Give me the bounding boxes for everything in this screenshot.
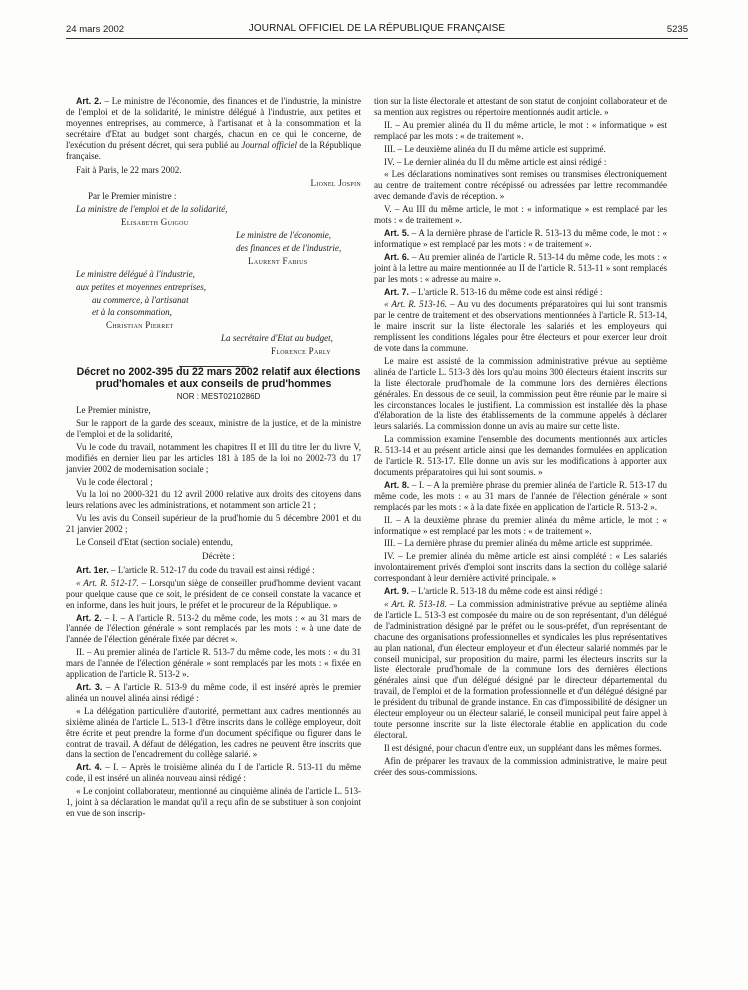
decret-title: Décret no 2002-395 du 22 mars 2002 relatif aux élections prud'homales et aux conseils de prud'hommes <box>76 366 361 390</box>
header-date: 24 mars 2002 <box>66 24 125 35</box>
article-2-paragraph: Art. 2. – Le ministre de l'économie, des finances et de l'industrie, la ministre de l'emploi et de la solidarité, le ministre délégué à l'industrie, aux petites et moyennes entreprises, au commerce, à l'artisanat et à la consommation et la secrétaire d'Etat au budget sont chargés, chacun en ce qui le concerne, de l'exécution du présent décret, qui sera publié au Journal officiel de la République française. <box>66 96 361 161</box>
paragraph: La commission examine l'ensemble des documents mentionnés aux articles R. 513-14 et au présent article ainsi que les demandes formulées en application de l'article R. 513-17. Elle donne un avis sur les modifications à apporter aux documents préparatoires qui lui sont soumis. » <box>374 434 667 477</box>
paragraph: Vu le code électoral ; <box>76 476 153 487</box>
signature-block-industrie: Le ministre délégué à l'industrie, aux petites et moyennes entreprises, au commerce, à l'artisanat et à la consommation, Christian Pierret <box>76 268 207 331</box>
nor-reference: NOR : MESТ0210286D <box>176 392 261 402</box>
paragraph: Vu le code du travail, notamment les chapitres II et III du titre Ier du livre V, modifiés en dernier lieu par les articles 181 à 185 de la loi no 2002-73 du 17 janvier 2002 de modernisation sociale ; <box>66 441 361 474</box>
article-3-paragraph: Art. 3. – A l'article R. 513-9 du même code, il est inséré après le premier alinéa un nouvel alinéa ainsi rédigé : <box>66 681 361 703</box>
par-premier-ministre: Par le Premier ministre : <box>88 191 177 202</box>
decrete-heading: Décrète : <box>202 551 235 561</box>
article-1-quote: « Art. R. 512-17. – Lorsqu'un siège de conseiller prud'homme devient vacant pour quelque cause que ce soit, le président de ce conseil constate la vacance et en informe, dans les huit jours, le préfet et le procureur de la République. » <box>66 577 361 610</box>
article-7-paragraph: Art. 7. – L'article R. 513-16 du même code est ainsi rédigé : <box>384 286 603 297</box>
paragraph: « Les déclarations nominatives sont remises ou transmises électroniquement au centre de traitement contre récépissé ou adressées par lettre recommandée avec demande d'avis de réception. » <box>374 169 667 202</box>
paragraph: Il est désigné, pour chacun d'entre eux, un suppléant dans les mêmes formes. <box>384 742 662 753</box>
role-emploi: La ministre de l'emploi et de la solidarité, <box>76 204 228 215</box>
paragraph: Afin de préparer les travaux de la commission administrative, le maire peut créer des sous-commissions. <box>374 755 667 777</box>
article-3-quote: « La délégation particulière d'autorité, permettant aux cadres mentionnés au sixième alinéa de l'article L. 513-1 d'être inscrits dans le collège employeur, doit être écrite et peut prendre la forme d'un document spécifique ou figurer dans le contrat de travail. A défaut de délégation, les cadres ne peuvent être inscrits que dans la section de l'encadrement du collège salarié. » <box>66 705 361 760</box>
header-page-number: 5235 <box>666 24 688 35</box>
article-9-paragraph: Art. 9. – L'article R. 513-18 du même code est ainsi rédigé : <box>384 586 603 597</box>
paragraph: Le maire est assisté de la commission administrative prévue au septième alinéa de l'article L. 513-3 dès lors qu'au moins 300 électeurs étaient inscrits sur la liste électorale prud'homale de la commune lors des dernières élections générales. En dessous de ce seuil, la commission peut être réunie par le maire si les circonstances locales le justifient. La commission est installée dès la phase d'élaboration de la liste des établissements de la commune appelés à déclarer leurs salariés. La commission donne un avis au maire sur cette liste. <box>374 355 667 432</box>
article-2-paragraph: Art. 2. – I. – A l'article R. 513-2 du même code, les mots : « au 31 mars de l'année de l'élection générale » sont remplacés par les mots : « à une date de l'année de l'élection générale fixée par décret ». <box>66 612 361 645</box>
article-4-paragraph: Art. 4. – I. – Après le troisième alinéa du I de l'article R. 513-11 du même code, il est inséré un alinéa nouveau ainsi rédigé : <box>66 762 361 784</box>
paragraph: II. – Au premier alinéa du II du même article, le mot : « informatique » est remplacé par les mots : « de traitement ». <box>374 119 667 141</box>
signature-emploi: Elisabeth Guigou <box>121 217 189 228</box>
header-journal-title: JOURNAL OFFICIEL DE LA RÉPUBLIQUE FRANÇAISE <box>248 23 506 34</box>
article-7-quote: « Art. R. 513-16. – Au vu des documents préparatoires qui lui sont transmis par le centre de traitement et des observations mentionnées à l'article R. 513-14, le maire inscrit sur la liste électorale les salariés et les employeurs qui remplissent les conditions légales pour être électeurs et pour exercer leur droit de vote dans la commune. <box>374 299 667 354</box>
signature-pm: Lionel Jospin <box>310 178 361 189</box>
paragraph: II. – Au premier alinéa de l'article R. 513-7 du même code, les mots : « du 31 mars de l'année de l'élection générale » sont remplacés par les mots : « fixée en application de l'article R. 513-2 ». <box>66 647 361 680</box>
paragraph: Sur le rapport de la garde des sceaux, ministre de la justice, et de la ministre de l'emploi et de la solidarité, <box>66 418 361 439</box>
paragraph: V. – Au III du même article, le mot : « informatique » est remplacé par les mots : « de traitement ». <box>374 204 667 226</box>
signature-block-budget: La secrétaire d'Etat au budget, Florence Parly <box>221 333 333 357</box>
article-8-paragraph: Art. 8. – I. – A la première phrase du premier alinéa de l'article R. 513-17 du même code, les mots : « au 31 mars de l'année de l'élection générale » sont remplacés par les mots : « à la date fixée en application de l'article R. 513-2 ». <box>374 479 667 512</box>
paragraph: II. – A la deuxième phrase du premier alinéa du même article, le mot : « informatique » est remplacé par les mots : « de traitement ». <box>374 514 667 536</box>
paragraph: III. – Le deuxième alinéa du II du même article est supprimé. <box>384 143 606 154</box>
paragraph: Vu la loi no 2000-321 du 12 avril 2000 relative aux droits des citoyens dans leurs relations avec les administrations, et notamment son article 21 ; <box>66 489 361 511</box>
left-column <box>66 96 361 821</box>
article-6-paragraph: Art. 6. – Au premier alinéa de l'article R. 513-14 du même code, les mots : « joint à la lettre au maire mentionnée au II de l'article R. 513-11 » sont remplacés par les mots : « adresse au maire ». <box>374 251 667 284</box>
paragraph: Vu les avis du Conseil supérieur de la prud'homie du 5 décembre 2001 et du 21 janvier 2002 ; <box>66 513 361 535</box>
article-1-paragraph: Art. 1er. – L'article R. 512-17 du code du travail est ainsi rédigé : <box>76 564 315 575</box>
signature-block-eco: Le ministre de l'économie, des finances et de l'industrie, Laurent Fabius <box>236 229 342 266</box>
paragraph: Le Premier ministre, <box>76 405 151 416</box>
article-4-quote: « Le conjoint collaborateur, mentionné au cinquième alinéa de l'article L. 513-1, joint à sa déclaration le mandat qu'il a reçu afin de se substituer à son conjoint en vue de son inscrip- <box>66 786 361 818</box>
fait-line: Fait à Paris, le 22 mars 2002. <box>76 165 182 176</box>
page-header <box>66 22 688 39</box>
article-9-quote: « Art. R. 513-18. – La commission administrative prévue au septième alinéa de l'article L. 513-3 est composée du maire ou de son représentant, d'un délégué de l'administration désigné par le préfet ou le sous-préfet, d'un représentant de chacune des organisations professionnelles et syndicales les plus représentatives au plan national, d'un électeur employeur et d'un électeur salarié nommés par le conseil municipal, sur proposition du maire, parmi les électeurs inscrits sur la liste électorale prud'homale de la commune lors des dernières élections générales ainsi que d'un délégué désigné par le directeur départemental du travail, de l'emploi et de la formation professionnelle et d'un délégué désigné par le président du tribunal de grande instance. En cas d'impossibilité de désigner un électeur employeur ou un électeur salarié, le conseil municipal peut faire appel à toute personne inscrite sur la liste électorale établie en application du code électoral. <box>374 598 667 740</box>
paragraph: IV. – Le dernier alinéa du II du même article est ainsi rédigé : <box>384 156 607 167</box>
paragraph: IV. – Le premier alinéa du même article est ainsi complété : « Les salariés involontairement privés d'emploi sont inscrits dans la section du collège salarié correspondant à leur dernière activité principale. » <box>374 551 667 584</box>
right-column <box>374 96 667 779</box>
paragraph: tion sur la liste électorale et attestant de son statut de conjoint collaborateur et de sa mention aux registres ou répertoire mentionnés audit article. » <box>374 96 667 117</box>
paragraph: III. – La dernière phrase du premier alinéa du même article est supprimée. <box>384 538 653 549</box>
article-5-paragraph: Art. 5. – A la dernière phrase de l'article R. 513-13 du même code, le mot : « informatique » est remplacé par les mots : « de traitement ». <box>374 227 668 249</box>
paragraph: Le Conseil d'Etat (section sociale) entendu, <box>76 537 233 548</box>
article-label: Art. 2. <box>76 96 102 106</box>
